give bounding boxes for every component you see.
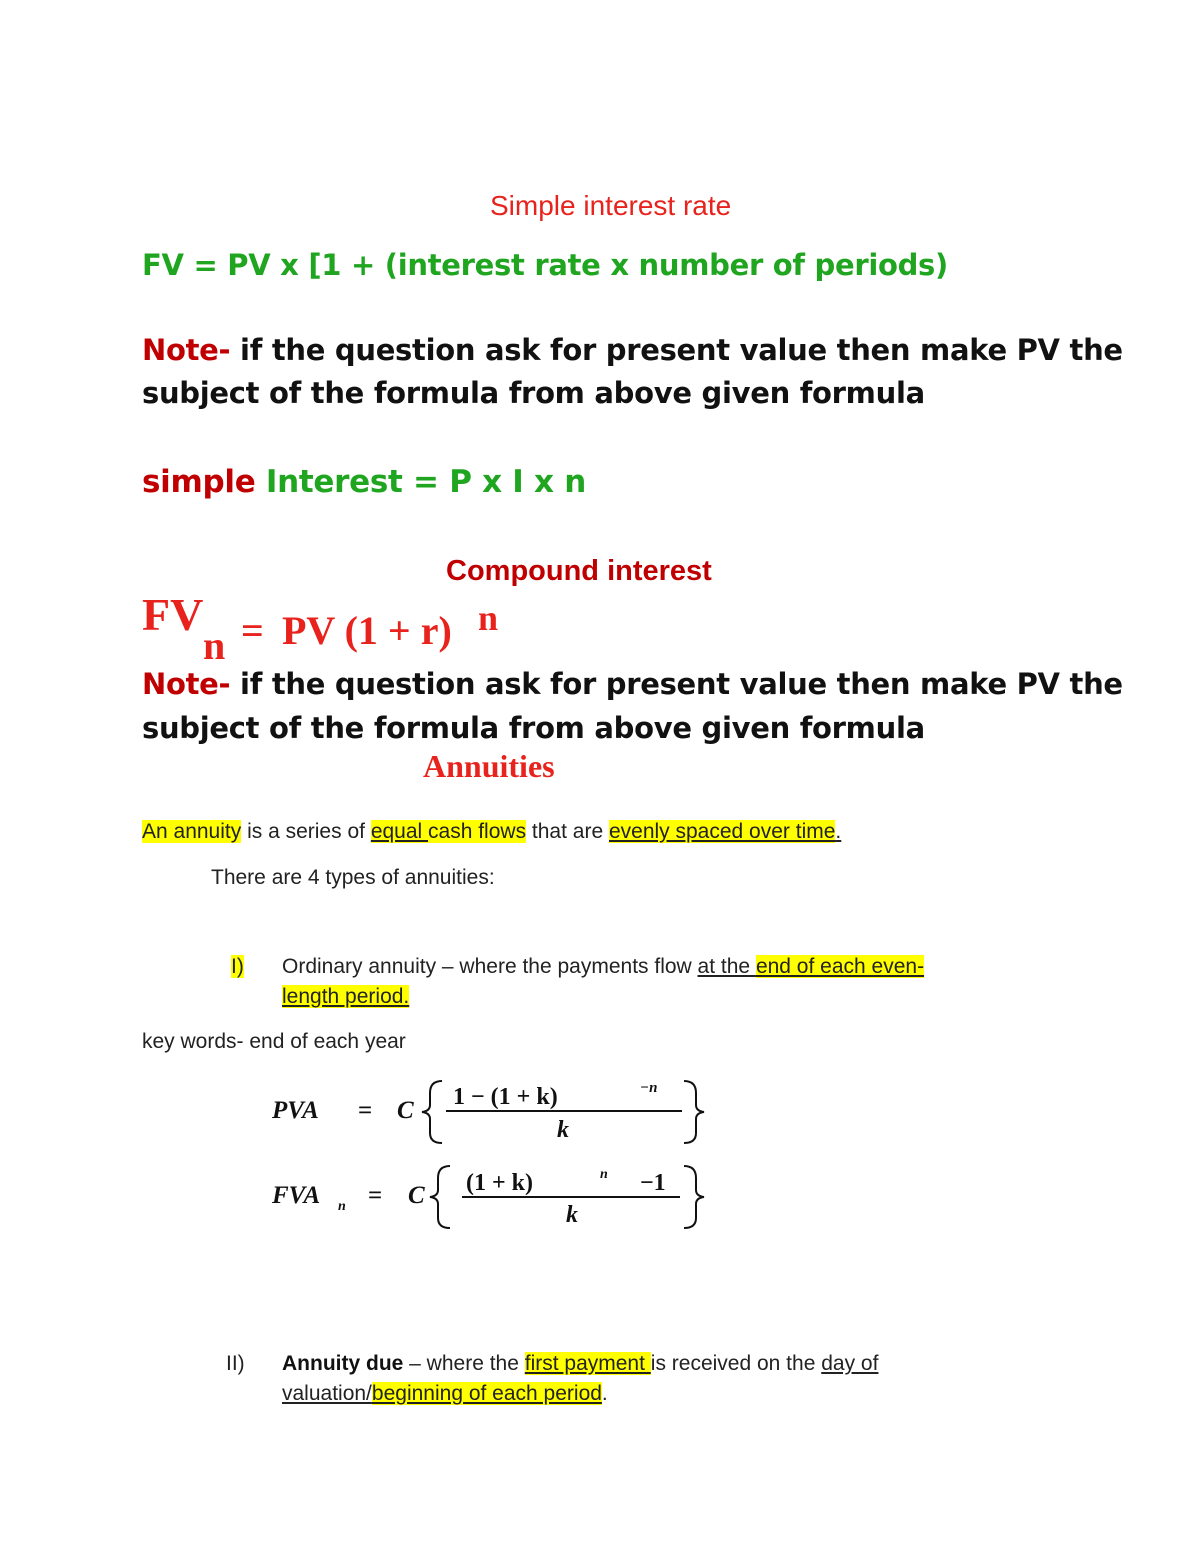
pva-denominator: k xyxy=(557,1117,569,1143)
compound-formula xyxy=(142,589,204,640)
def-evenly-spaced: evenly spaced over time xyxy=(608,820,836,843)
pva-numerator: 1 − (1 + k) xyxy=(453,1084,558,1110)
compound-note-label: Note- xyxy=(142,667,231,701)
keywords-line: key words- end of each year xyxy=(142,1030,406,1053)
simple-interest-formula xyxy=(142,464,586,500)
fva-numerator-tail: −1 xyxy=(640,1170,666,1196)
annuity-types-intro: There are 4 types of annuities: xyxy=(211,866,495,889)
item2-valuation: valuation/ xyxy=(282,1382,372,1405)
simple-interest-title: Simple interest rate xyxy=(490,190,732,221)
item1-text-4: length period. xyxy=(282,985,410,1008)
fva-c: C xyxy=(408,1182,425,1209)
simple-note-line-2: subject of the formula from above given formula xyxy=(142,376,925,410)
pva-lhs: PVA xyxy=(272,1097,319,1124)
simple-interest-word: simple xyxy=(142,464,256,500)
pva-c: C xyxy=(397,1097,414,1124)
pva-eq: = xyxy=(358,1097,373,1124)
fva-exponent: n xyxy=(600,1167,608,1182)
item1-text-3: end of each even- xyxy=(755,955,925,978)
item2-period: . xyxy=(601,1382,608,1405)
pva-exponent: −n xyxy=(640,1080,658,1096)
def-period: . xyxy=(835,820,842,843)
item2-text-3: is received on the xyxy=(650,1352,822,1375)
item2-line-2 xyxy=(282,1382,608,1406)
fva-formula xyxy=(270,1160,710,1235)
simple-fv-formula-text: FV = PV x [1 + (interest rate x number of periods) xyxy=(142,248,948,282)
def-equal: equal xyxy=(370,820,429,843)
fva-numerator: (1 + k) xyxy=(466,1170,534,1196)
def-cash-flows: cash flows xyxy=(428,820,527,843)
item1-text-1: Ordinary annuity – where the payments flow xyxy=(282,955,698,978)
item2-beginning: beginning of each period xyxy=(371,1382,602,1405)
fva-eq: = xyxy=(368,1182,383,1209)
annuities-title: Annuities xyxy=(423,748,555,784)
compound-pv: PV (1 + r) xyxy=(282,608,452,653)
item2-day-of: day of xyxy=(821,1352,879,1375)
compound-sup-n: n xyxy=(478,598,499,638)
fva-right-brace xyxy=(684,1166,704,1228)
item2-text-1: – where the xyxy=(403,1352,525,1375)
item2-bold: Annuity due xyxy=(282,1352,404,1375)
fva-sub: n xyxy=(338,1199,346,1214)
pva-right-brace xyxy=(684,1081,704,1143)
compound-sub-n: n xyxy=(203,623,226,668)
item2-line-1 xyxy=(282,1352,878,1376)
annuity-definition xyxy=(142,820,841,844)
compound-eq: = xyxy=(231,608,274,653)
item1-marker xyxy=(231,955,244,979)
fva-left-brace xyxy=(430,1166,450,1228)
item1-line-2 xyxy=(282,985,409,1009)
simple-fv-formula xyxy=(142,248,948,282)
item1-marker-text: I) xyxy=(231,955,244,978)
compound-note-line-2: subject of the formula from above given formula xyxy=(142,711,925,745)
compound-interest-title: Compound interest xyxy=(446,555,712,587)
def-an-annuity: An annuity xyxy=(142,820,242,843)
item1-text-2: at the xyxy=(697,955,756,978)
simple-interest-rest: Interest = P x I x n xyxy=(255,464,586,500)
simple-note-line-1 xyxy=(142,333,1123,367)
def-that-are: that are xyxy=(526,820,609,843)
pva-formula xyxy=(270,1075,710,1150)
item1-line-1 xyxy=(282,955,924,979)
compound-note-text-1: if the question ask for present value then make PV the xyxy=(230,667,1123,701)
compound-note-line-1 xyxy=(142,667,1123,701)
def-series-of: is a series of xyxy=(241,820,371,843)
simple-note-label: Note- xyxy=(142,333,231,367)
item2-first-payment: first payment xyxy=(524,1352,651,1375)
item2-marker: II) xyxy=(226,1352,245,1375)
fva-denominator: k xyxy=(566,1202,578,1228)
compound-fv: FV xyxy=(142,589,204,640)
pva-left-brace xyxy=(422,1081,442,1143)
fva-lhs: FVA xyxy=(272,1182,321,1209)
simple-note-text-1: if the question ask for present value then make PV the xyxy=(230,333,1123,367)
